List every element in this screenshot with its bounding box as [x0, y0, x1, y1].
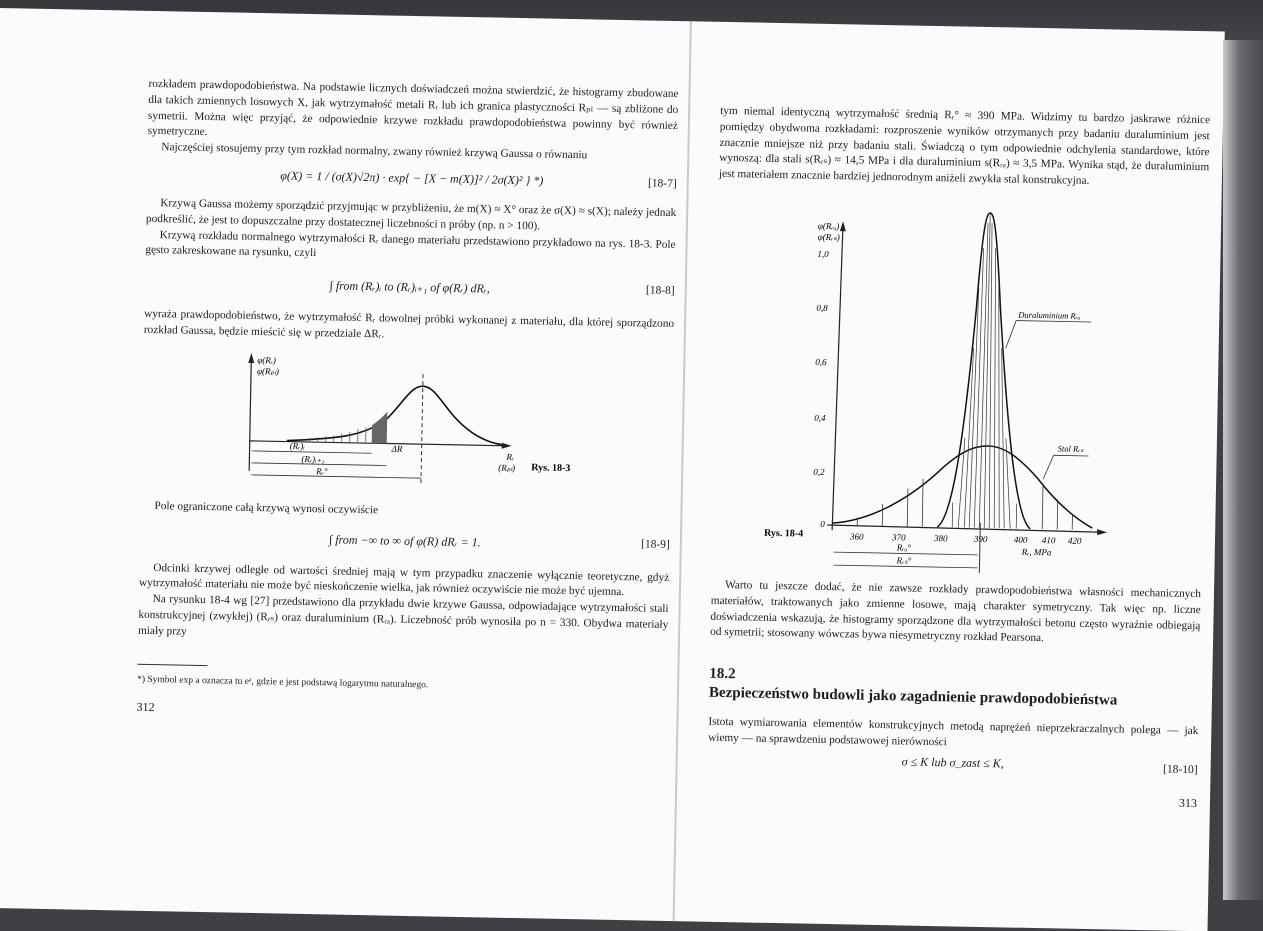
- equation-expression: ∫ from (Rᵣ)ᵢ to (Rᵣ)ᵢ₊₁ of φ(Rᵣ) dRᵣ,: [145, 275, 675, 300]
- x-axis-label: Rᵣ, MPa: [1021, 547, 1052, 558]
- scanner-edge: [1223, 40, 1263, 900]
- y-axis-label: φ(Rᵣ): [257, 355, 276, 365]
- gauss-curve-diagram: [141, 339, 674, 509]
- footnote: *) Symbol exp a oznacza tu eᵃ, gdzie e jest podstawą logarytmu naturalnego.: [137, 672, 667, 698]
- dim-label: (Rᵣ)ᵢ₊₁: [301, 454, 324, 464]
- equation-number: [18-8]: [646, 285, 675, 298]
- paragraph: Istota wymiarowania elementów konstrukcyjnych metodą naprężeń nieprzekraczalnych polega — jak wiemy — na sprawdzeniu podstawowej nierówności: [708, 715, 1199, 756]
- y-tick: 0,8: [816, 303, 828, 313]
- y-tick: 1,0: [817, 249, 829, 259]
- dim-label: Rᵣ°: [315, 466, 328, 476]
- paragraph: Pole ograniczone całą krzywą wynosi oczywiście: [140, 499, 670, 525]
- dim-label: ΔR: [391, 443, 403, 453]
- figure-caption: Rys. 18-4: [764, 528, 803, 540]
- right-page: [707, 104, 1210, 811]
- y-axis-label: φ(Rₚₗ): [257, 366, 279, 376]
- paragraph: Warto tu jeszcze dodać, że nie zawsze rozkłady prawdopodobieństwa własności mechanicznych materiałów, traktowanych jako zmienne losowe, mają charakter symetryczny. Tak więc np. liczne doświadczenia wskazują, że histogramy sporządzone dla wytrzymałości betonu często wyraźnie odbiegają od symetrii; stosowany wówczas bywa niesymetryczny rozkład Pearsona.: [710, 578, 1201, 651]
- x-axis-label: (Rₚₗ): [498, 462, 515, 472]
- page-number: 312: [136, 700, 666, 725]
- page-number: 313: [707, 786, 1197, 810]
- paragraph: Na rysunku 18-4 wg [27] przedstawiono dla przykładu dwie krzywe Gaussa, odpowiadające wytrzymałości stali konstrukcyjnej (zwykłej) (Rᵣₛ) oraz duraluminium (Rᵣₐ). Liczebność prób wynosiła po n = 330. Obydwa materiały miały przy: [138, 592, 669, 650]
- equation-number: [18-7]: [648, 177, 677, 190]
- dim-label: Rᵣₛ°: [895, 555, 911, 565]
- equation-expression: ∫ from −∞ to ∞ of φ(R) dRᵣ = 1.: [140, 528, 670, 553]
- equation-expression: σ ≤ K lub σ_zast ≤ K,: [708, 750, 1198, 774]
- figure-18-4: [711, 183, 1208, 587]
- x-tick: 380: [933, 533, 948, 543]
- y-tick: 0,6: [815, 357, 827, 367]
- y-axis-label: φ(Rᵣₐ): [818, 221, 840, 231]
- x-tick: 370: [891, 532, 906, 542]
- paragraph: Krzywą Gaussa możemy sporządzić przyjmując w przybliżeniu, że m(X) ≈ X° oraz że σ(X) ≈ s(X); należy jednak podkreślić, że jest to dopuszczalne przy dostatecznej liczebności n próby (np. n > 100).: [146, 196, 677, 238]
- y-tick: 0,2: [813, 467, 825, 477]
- curve-label-steel: Stal Rᵣₛ: [1058, 443, 1085, 454]
- footnote-rule: [137, 663, 207, 665]
- x-tick: 400: [1014, 535, 1028, 545]
- curve-label-duraluminium: Duraluminium Rᵣₐ: [1017, 310, 1081, 321]
- equation-expression: φ(X) = 1 / (σ(X)√2π) · exp{ − [X − m(X)]² / 2σ(X)² } *): [147, 166, 677, 191]
- paragraph: Krzywą rozkładu normalnego wytrzymałości Rᵣ danego materiału przedstawiono przykładowo na rys. 18-3. Pole gęsto zakreskowane na rysunku, czyli: [145, 227, 676, 269]
- gauss-comparison-chart: [711, 183, 1208, 587]
- figure-18-3: [141, 339, 674, 509]
- section-title: Bezpieczeństwo budowli jako zagadnienie prawdopodobieństwa: [709, 684, 1199, 712]
- paragraph: Odcinki krzywej odległe od wartości średniej mają w tym przypadku znaczenie wyłącznie teoretyczne, gdyż wytrzymałość materiału nie może być nieskończenie wielka, jak również oczywiście nie może być ujemna.: [139, 560, 670, 602]
- paragraph: Najczęściej stosujemy przy tym rozkład normalny, zwany również krzywą Gaussa o równaniu: [147, 140, 677, 166]
- paragraph: wyraża prawdopodobieństwo, że wytrzymałość Rᵣ dowolnej próbki wykonanej z materiału, dla której sporządzono rozkład Gaussa, będzie mieścić się w przedziale ΔRᵣ.: [144, 307, 675, 349]
- section-number: 18.2: [709, 665, 1199, 693]
- dim-label: Rᵣₐ°: [896, 542, 912, 552]
- paragraph: rozkładem prawdopodobieństwa. Na podstawie licznych doświadczeń można stwierdzić, że histogramy zbudowane dla takich zmiennych losowych X, jak wytrzymałość metali Rᵣ lub ich granica plastyczności Rₚₗ — są zbliżone do symetrii. Można więc przyjąć, że odpowiednie krzywe rozkładu prawdopodobieństwa powinny być również symetryczne.: [147, 77, 678, 150]
- x-tick: 390: [973, 534, 988, 544]
- equation-number: [18-9]: [641, 538, 670, 551]
- figure-caption: Rys. 18-3: [531, 462, 570, 474]
- x-axis-label: Rᵣ: [505, 452, 514, 462]
- book-spread: [0, 8, 1225, 931]
- dim-label: (Rᵣ)ᵢ: [290, 440, 306, 450]
- equation-number: [18-10]: [1163, 763, 1198, 776]
- x-tick: 410: [1042, 535, 1056, 545]
- x-tick: 420: [1068, 536, 1082, 546]
- y-axis-label: φ(Rᵣₛ): [818, 232, 840, 242]
- paragraph: tym niemal identyczną wytrzymałość średnią Rᵣ° ≈ 390 MPa. Widzimy tu bardzo jaskrawe różnice pomiędzy obydwoma rozkładami: rozproszenie wyników otrzymanych przy badaniu duraluminium jest znacznie mniejsze niż przy badaniu stali. Świadczą o tym odpowiednie odchylenia standardowe, które wynoszą: dla stali s(Rᵣₛ) ≈ 14,5 MPa i dla duraluminium s(Rᵣₐ) ≈ 3,5 MPa. Wynika stąd, że duraluminium jest materiałem znacznie bardziej jednorodnym aniżeli zwykła stal konstrukcyjna.: [719, 104, 1210, 192]
- x-tick: 360: [849, 531, 864, 541]
- y-tick: 0: [820, 519, 825, 529]
- equation-18-8: [144, 259, 675, 317]
- left-page: [136, 77, 678, 725]
- y-tick: 0,4: [814, 413, 826, 423]
